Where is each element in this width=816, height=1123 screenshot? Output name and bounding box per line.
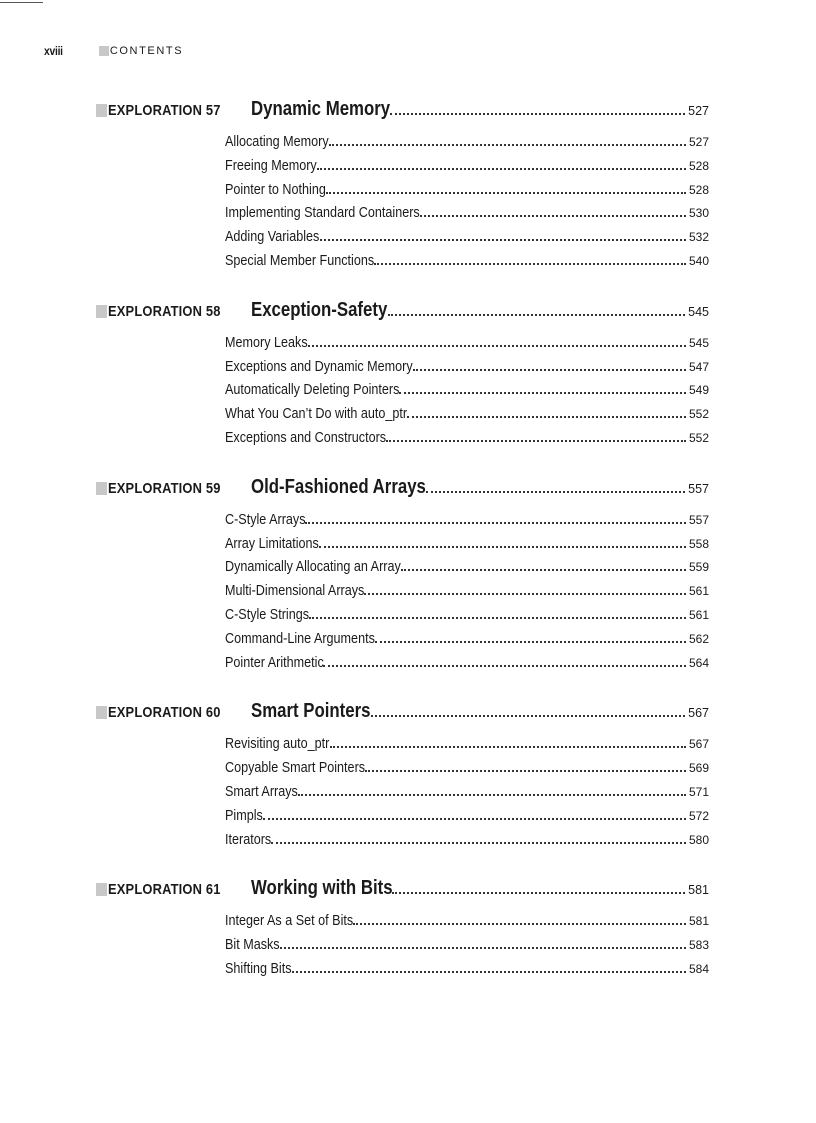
section-title: Copyable Smart Pointers <box>225 759 366 777</box>
section-list <box>225 334 709 453</box>
dot-leader <box>375 640 686 643</box>
page-reference: 561 <box>688 584 709 599</box>
section-title: Array Limitations <box>225 534 319 552</box>
dot-leader <box>326 191 686 194</box>
dot-leader <box>330 745 686 748</box>
dot-leader <box>317 167 686 170</box>
section-title: Pimpls <box>225 806 263 824</box>
square-bullet-icon <box>96 883 107 896</box>
page-reference: 540 <box>688 253 709 268</box>
page-reference: 581 <box>688 914 709 929</box>
section-list <box>225 912 709 983</box>
page-reference: 557 <box>688 481 709 496</box>
section-entry[interactable] <box>225 630 709 654</box>
page-reference: 584 <box>688 961 709 976</box>
page-reference: 564 <box>688 655 709 670</box>
section-entry[interactable] <box>225 831 709 855</box>
section-entry[interactable] <box>225 783 709 807</box>
dot-leader <box>426 490 685 493</box>
dot-leader <box>420 214 686 217</box>
dot-leader <box>319 545 686 548</box>
section-title: Special Member Functions <box>225 251 375 269</box>
section-entry[interactable] <box>225 582 709 606</box>
page-reference: 559 <box>688 560 709 575</box>
dot-leader <box>323 664 686 667</box>
exploration-heading[interactable] <box>96 299 709 324</box>
exploration-heading[interactable] <box>96 700 709 725</box>
table-of-contents <box>96 98 709 1007</box>
dot-leader <box>320 238 686 241</box>
page-reference: 572 <box>688 808 709 823</box>
section-entry[interactable] <box>225 228 709 252</box>
dot-leader <box>353 922 686 925</box>
exploration-label: EXPLORATION 60 <box>108 704 221 722</box>
dot-leader <box>292 970 686 973</box>
dot-leader <box>365 769 686 772</box>
page-reference: 545 <box>688 304 709 319</box>
section-title: Exceptions and Constructors <box>225 428 387 446</box>
section-title: Iterators <box>225 830 272 848</box>
section-entry[interactable] <box>225 157 709 181</box>
section-title: Shifting Bits <box>225 959 292 977</box>
exploration-label: EXPLORATION 58 <box>108 302 221 320</box>
page-reference: 557 <box>688 512 709 527</box>
dot-leader <box>401 568 686 571</box>
dot-leader <box>399 391 686 394</box>
section-title: What You Can’t Do with auto_ptr <box>225 405 408 423</box>
section-entry[interactable] <box>225 511 709 535</box>
dot-leader <box>388 313 686 316</box>
section-entry[interactable] <box>225 936 709 960</box>
square-bullet-icon <box>99 46 109 56</box>
exploration-entry <box>96 700 709 854</box>
page-reference: 580 <box>688 832 709 847</box>
page-reference: 583 <box>688 938 709 953</box>
section-entry[interactable] <box>225 759 709 783</box>
exploration-title: Smart Pointers <box>251 700 371 723</box>
exploration-heading[interactable] <box>96 98 709 123</box>
exploration-title: Dynamic Memory <box>251 98 391 120</box>
page-header <box>44 43 183 59</box>
page-reference: 552 <box>688 430 709 445</box>
section-title: Bit Masks <box>225 936 280 954</box>
section-title: Automatically Deleting Pointers <box>225 381 400 399</box>
section-title: Memory Leaks <box>225 333 308 351</box>
section-entry[interactable] <box>225 405 709 429</box>
section-entry[interactable] <box>225 912 709 936</box>
dot-leader <box>371 714 685 717</box>
dot-leader <box>374 262 686 265</box>
page-reference: 567 <box>688 706 709 721</box>
section-title: Freeing Memory <box>225 156 317 174</box>
section-entry[interactable] <box>225 535 709 559</box>
dot-leader <box>329 143 686 146</box>
page-reference: 562 <box>688 631 709 646</box>
section-entry[interactable] <box>225 334 709 358</box>
dot-leader <box>390 112 685 115</box>
section-title: Pointer to Nothing <box>225 180 326 198</box>
page-reference: 527 <box>688 104 709 118</box>
section-title: Dynamically Allocating an Array <box>225 558 401 576</box>
exploration-heading[interactable] <box>96 877 709 902</box>
page-reference: 545 <box>688 335 709 350</box>
page-reference: 532 <box>688 230 709 245</box>
exploration-heading[interactable] <box>96 476 709 501</box>
page-reference: 547 <box>688 359 709 374</box>
section-title: Revisiting auto_ptr <box>225 735 330 753</box>
page-reference: 569 <box>688 761 709 776</box>
section-title: Pointer Arithmetic <box>225 653 324 671</box>
section-title: C-Style Arrays <box>225 510 306 528</box>
section-entry[interactable] <box>225 558 709 582</box>
section-title: Exceptions and Dynamic Memory <box>225 357 413 375</box>
square-bullet-icon <box>96 706 107 719</box>
dot-leader <box>309 616 686 619</box>
dot-leader <box>280 946 686 949</box>
section-title: Smart Arrays <box>225 782 298 800</box>
section-title: Adding Variables <box>225 228 320 246</box>
exploration-entry <box>96 98 709 276</box>
dot-leader <box>392 891 685 894</box>
page-reference: 530 <box>688 206 709 221</box>
section-title: Implementing Standard Containers <box>225 204 420 222</box>
section-title: Command-Line Arguments <box>225 629 375 647</box>
dot-leader <box>298 793 686 796</box>
square-bullet-icon <box>96 305 107 318</box>
section-title: Allocating Memory <box>225 133 329 150</box>
exploration-label: EXPLORATION 57 <box>108 102 221 119</box>
section-entry[interactable] <box>225 381 709 405</box>
section-entry[interactable] <box>225 960 709 984</box>
page-reference: 552 <box>688 407 709 422</box>
dot-leader <box>305 521 686 524</box>
page-reference: 527 <box>688 135 709 149</box>
section-entry[interactable] <box>225 807 709 831</box>
exploration-label: EXPLORATION 59 <box>108 479 221 497</box>
exploration-title: Working with Bits <box>251 877 393 900</box>
page-reference: 561 <box>688 607 709 622</box>
exploration-entry <box>96 877 709 983</box>
section-entry[interactable] <box>225 133 709 157</box>
running-title: CONTENTS <box>109 45 184 57</box>
exploration-entry <box>96 299 709 453</box>
page-reference: 558 <box>688 536 709 551</box>
page-reference: 567 <box>688 737 709 752</box>
section-title: Integer As a Set of Bits <box>225 912 354 930</box>
page-reference: 528 <box>688 158 709 173</box>
page-reference: 549 <box>688 383 709 398</box>
section-title: C-Style Strings <box>225 605 310 623</box>
exploration-title: Exception-Safety <box>251 298 388 321</box>
section-entry[interactable] <box>225 358 709 382</box>
section-title: Multi-Dimensional Arrays <box>225 582 365 600</box>
page-reference: 571 <box>688 784 709 799</box>
dot-leader <box>386 439 686 442</box>
exploration-entry <box>96 476 709 678</box>
square-bullet-icon <box>96 104 107 117</box>
page-reference: 581 <box>688 883 709 898</box>
dot-leader <box>263 817 686 820</box>
section-entry[interactable] <box>225 654 709 678</box>
page-number: xviii <box>44 44 63 58</box>
section-entry[interactable] <box>225 204 709 228</box>
section-list <box>225 133 709 276</box>
exploration-title: Old-Fashioned Arrays <box>251 475 426 498</box>
section-entry[interactable] <box>225 606 709 630</box>
dot-leader <box>413 368 686 371</box>
dot-leader <box>407 415 686 418</box>
section-entry[interactable] <box>225 181 709 205</box>
square-bullet-icon <box>96 482 107 495</box>
dot-leader <box>364 592 686 595</box>
dot-leader <box>271 841 686 844</box>
section-entry[interactable] <box>225 735 709 759</box>
top-rule <box>0 2 43 3</box>
page-reference: 528 <box>688 182 709 197</box>
section-entry[interactable] <box>225 252 709 276</box>
dot-leader <box>308 344 686 347</box>
section-entry[interactable] <box>225 429 709 453</box>
section-list <box>225 735 709 854</box>
exploration-label: EXPLORATION 61 <box>108 881 221 899</box>
section-list <box>225 511 709 678</box>
